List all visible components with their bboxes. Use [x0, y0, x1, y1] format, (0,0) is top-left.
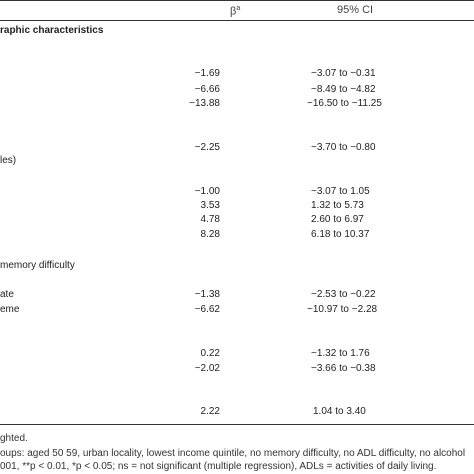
row-label-extreme: eme: [0, 304, 20, 315]
ci-value: 2.60 to 6.97: [311, 214, 364, 225]
beta-value: −1.69: [194, 68, 220, 79]
beta-value: 0.22: [200, 348, 220, 359]
beta-value: −6.66: [194, 84, 220, 95]
beta-value: 2.22: [200, 406, 220, 417]
beta-value: −2.25: [194, 142, 220, 153]
bottom-rule: [0, 424, 474, 425]
ci-value: −3.66 to −0.38: [311, 363, 376, 374]
footnote: 001, **p < 0.01, *p < 0.05; ns = not significant (multiple regression), ADLs = activities of daily living.: [0, 461, 437, 472]
row-label-moderate: ate: [0, 289, 14, 300]
ci-header: 95% CI: [337, 4, 374, 16]
ci-value: 1.04 to 3.40: [313, 406, 366, 417]
ci-value: −1.32 to 1.76: [311, 348, 370, 359]
beta-value: −13.88: [189, 98, 220, 109]
footnote: oups: aged 50 59, urban locality, lowest income quintile, no memory difficulty, no ADL difficulty, no alcohol: [0, 448, 466, 459]
beta-value: −6.62: [194, 304, 220, 315]
beta-value: 3.53: [200, 200, 220, 211]
ci-value: −2.53 to −0.22: [311, 289, 376, 300]
footnote: ghted.: [0, 433, 28, 444]
row-label-income: les): [0, 155, 17, 166]
ci-value: −3.70 to −0.80: [311, 142, 376, 153]
ci-value: −8.49 to −4.82: [311, 84, 376, 95]
header-rule: [0, 20, 474, 21]
beta-value: 8.28: [200, 229, 220, 240]
ci-value: −16.50 to −11.25: [307, 98, 382, 109]
beta-value: −1.38: [194, 289, 220, 300]
section-title: raphic characteristics: [0, 25, 104, 36]
row-label-memory: memory difficulty: [0, 260, 75, 271]
ci-value: −3.07 to −0.31: [311, 68, 376, 79]
beta-value: −1.00: [194, 186, 220, 197]
beta-value: 4.78: [200, 214, 220, 225]
beta-header: $\beta^a$: [230, 5, 241, 18]
top-rule: [0, 0, 474, 1]
ci-value: 1.32 to 5.73: [311, 200, 364, 211]
ci-value: −3.07 to 1.05: [311, 186, 370, 197]
beta-value: −2.02: [194, 363, 220, 374]
ci-value: 6.18 to 10.37: [311, 229, 370, 240]
ci-value: −10.97 to −2.28: [307, 304, 378, 315]
